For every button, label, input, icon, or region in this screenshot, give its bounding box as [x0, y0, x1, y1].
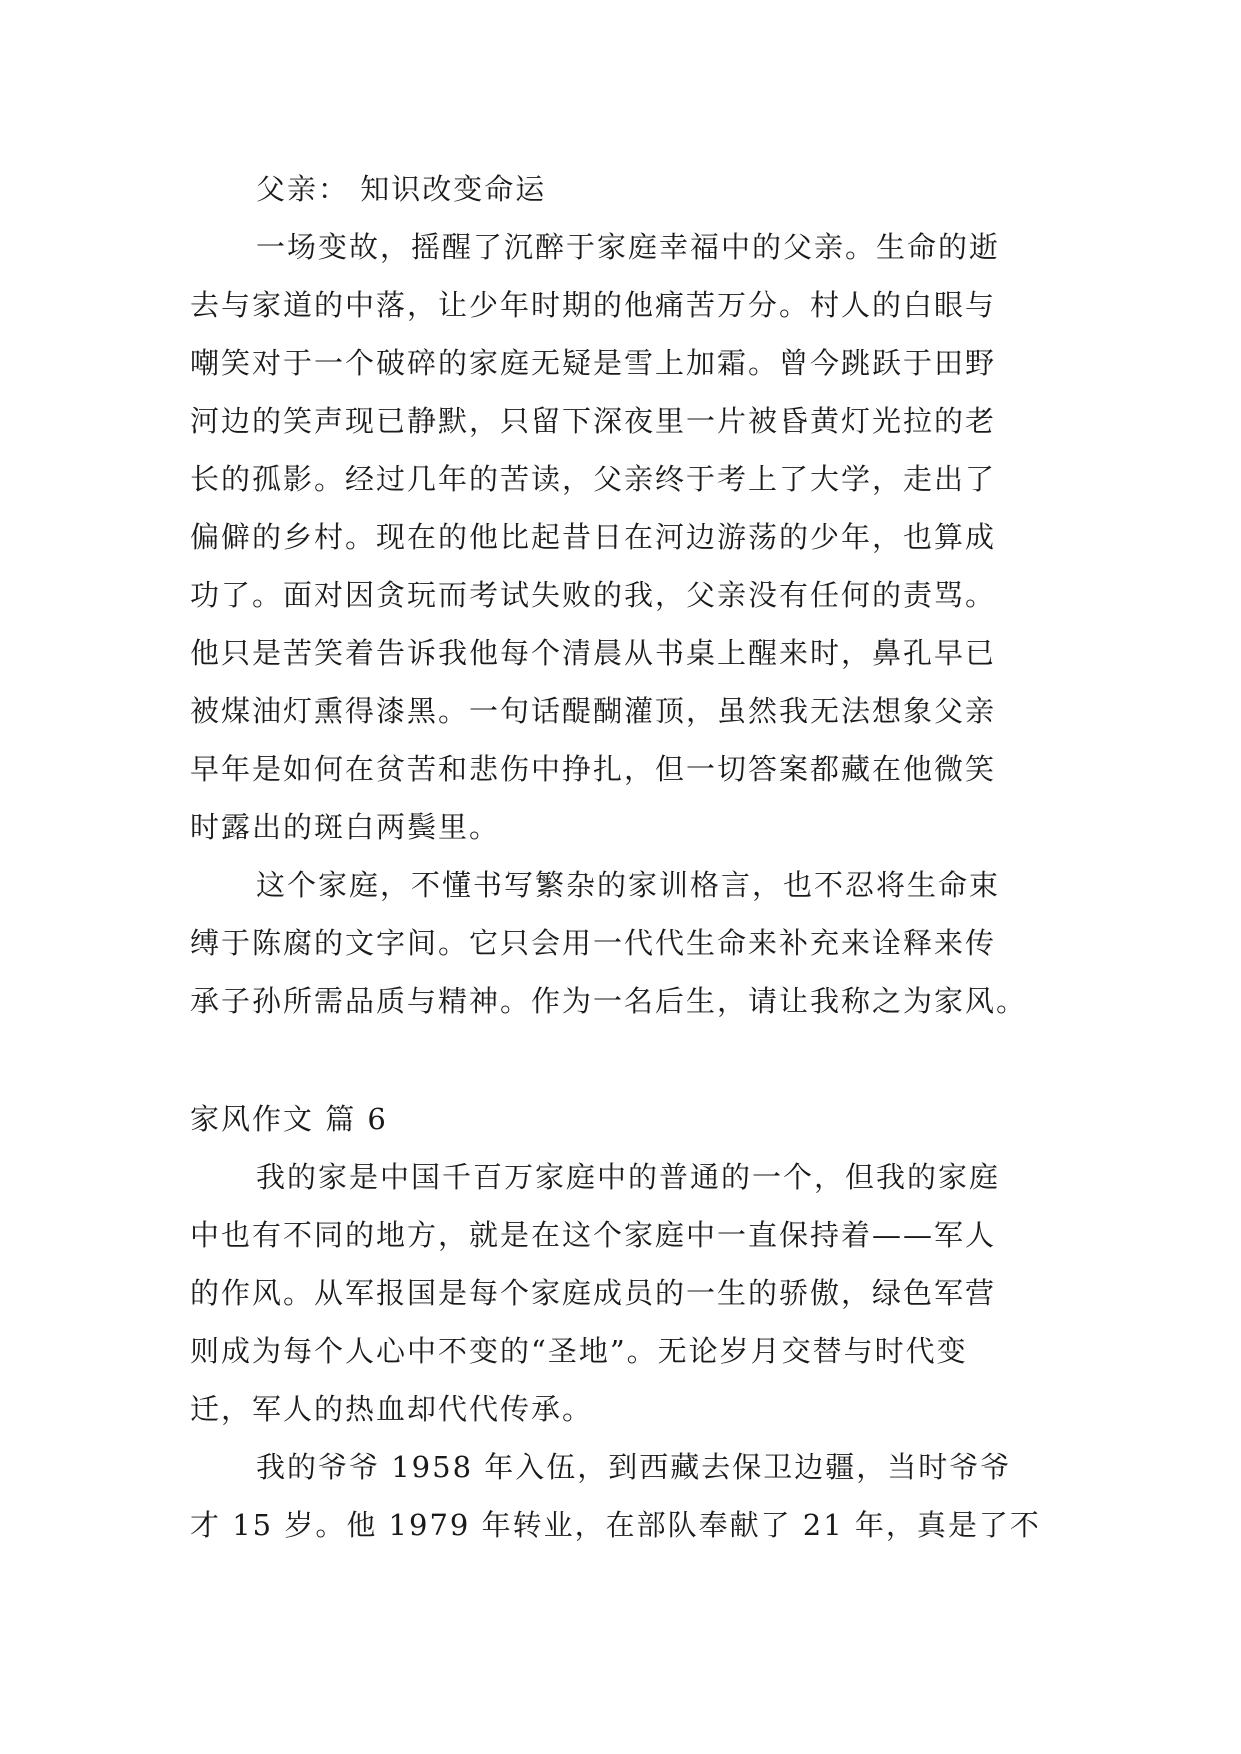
- text-line: 的作风。从军报国是每个家庭成员的一生的骄傲，绿色军营: [190, 1276, 997, 1310]
- text-line: 我的家是中国千百万家庭中的普通的一个，但我的家庭: [256, 1160, 1001, 1194]
- text-line: 我的爷爷 1958 年入伍，到西藏去保卫边疆，当时爷爷: [256, 1450, 1012, 1484]
- text-line: 他只是苦笑着告诉我他每个清晨从书桌上醒来时，鼻孔早已: [190, 636, 997, 670]
- text-line: 承子孙所需品质与精神。作为一名后生，请让我称之为家风。: [190, 984, 1028, 1018]
- text-line: 长的孤影。经过几年的苦读，父亲终于考上了大学，走出了: [190, 462, 997, 496]
- text-line: 时露出的斑白两鬓里。: [190, 810, 501, 844]
- text-line: 中也有不同的地方，就是在这个家庭中一直保持着——军人: [190, 1218, 997, 1252]
- text-line: 河边的笑声现已静默，只留下深夜里一片被昏黄灯光拉的老: [190, 404, 997, 438]
- text-line: 一场变故，摇醒了沉醉于家庭幸福中的父亲。生命的逝: [256, 230, 1001, 264]
- text-line: 嘲笑对于一个破碎的家庭无疑是雪上加霜。曾今跳跃于田野: [190, 346, 997, 380]
- text-line: 去与家道的中落，让少年时期的他痛苦万分。村人的白眼与: [190, 288, 997, 322]
- text-line: 功了。面对因贪玩而考试失败的我，父亲没有任何的责骂。: [190, 578, 997, 612]
- text-line: 才 15 岁。他 1979 年转业，在部队奉献了 21 年，真是了不: [190, 1508, 1041, 1542]
- text-line: 偏僻的乡村。现在的他比起昔日在河边游荡的少年，也算成: [190, 520, 997, 554]
- section-title: 家风作文 篇 6: [190, 1102, 388, 1136]
- text-line: 被煤油灯熏得漆黑。一句话醍醐灌顶，虽然我无法想象父亲: [190, 694, 997, 728]
- paragraph-family-tradition: [190, 856, 1070, 1030]
- text-line: 迁，军人的热血却代代传承。: [190, 1392, 594, 1426]
- document-body: [190, 160, 1070, 1554]
- text-line: 则成为每个人心中不变的“圣地”。无论岁月交替与时代变: [190, 1334, 968, 1368]
- paragraph-grandfather: [190, 1438, 1070, 1554]
- paragraph-father-story: [190, 218, 1070, 856]
- section-gap: [190, 1030, 1070, 1090]
- text-line: 早年是如何在贫苦和悲伤中挣扎，但一切答案都藏在他微笑: [190, 752, 997, 786]
- text-line: 这个家庭，不懂书写繁杂的家训格言，也不忍将生命束: [256, 868, 1001, 902]
- subheading-father: 父亲： 知识改变命运: [256, 172, 547, 206]
- text-line: 缚于陈腐的文字间。它只会用一代代生命来补充来诠释来传: [190, 926, 997, 960]
- paragraph-military-family: [190, 1148, 1070, 1438]
